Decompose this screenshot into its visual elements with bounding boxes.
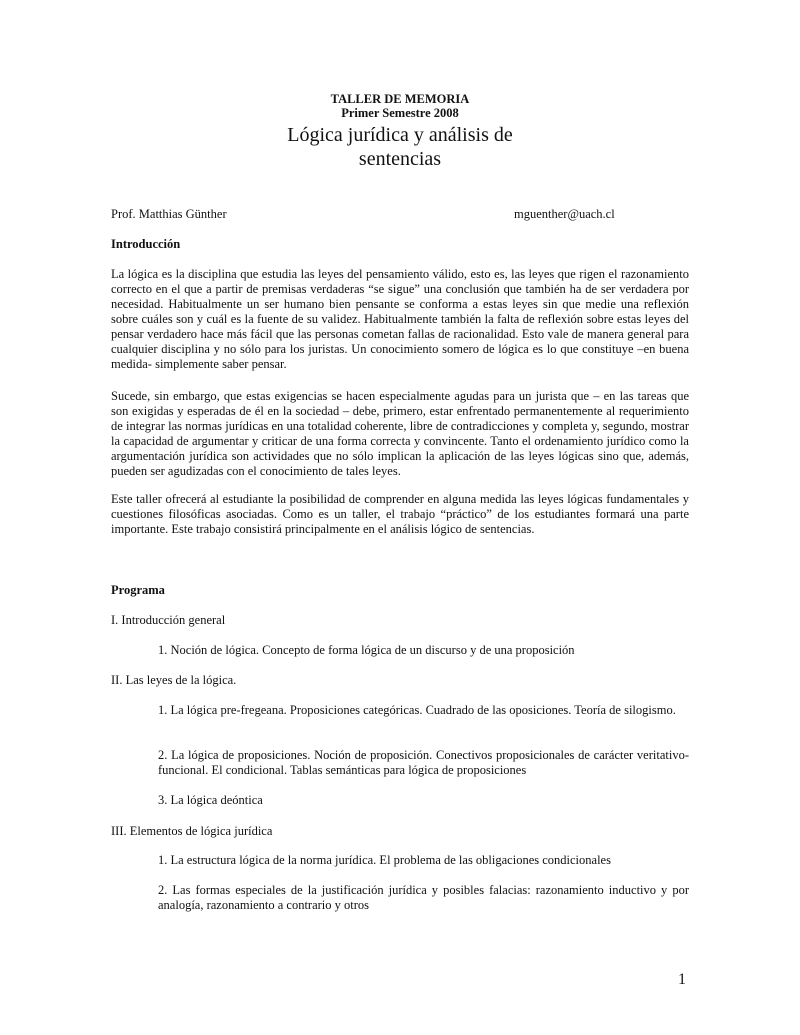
programa-section-1-title: I. Introducción general (111, 613, 226, 627)
author-name: Prof. Matthias Günther (111, 207, 227, 221)
intro-heading: Introducción (111, 237, 181, 251)
document-header (0, 92, 800, 171)
intro-paragraph-1: La lógica es la disciplina que estudia las leyes del pensamiento válido, esto es, las leyes que rigen el razonamiento correcto en el que a partir de premisas verdaderas “se sigue” una conclusión que también ha de ser verdadera por necesidad. Habitualmente un ser humano bien pensante se conforma a estas leyes sin que medie una reflexión sobre cuáles son y cuál es la fuente de su validez. Habitualmente también la falta de reflexión sobre estas leyes del pensar verdadero hace más fácil que las personas cometan fallas de racionalidad. Esto vale de manera general para cualquier disciplina y no sólo para los juristas. Un conocimiento somero de lógica es lo que constituye –en buena medida- simplemente saber pensar. (111, 267, 689, 371)
programa-section-3-item-2: 2. Las formas especiales de la justificación jurídica y posibles falacias: razonamiento inductivo y por analogía, razonamiento a contrario y otros (158, 883, 689, 912)
programa-section-2-item-3: 3. La lógica deóntica (158, 793, 263, 807)
programa-section-3-item-1: 1. La estructura lógica de la norma jurídica. El problema de las obligaciones condicionales (158, 853, 611, 867)
programa-section-2-item-2: 2. La lógica de proposiciones. Noción de proposición. Conectivos proposicionales de carácter veritativo-funcional. El condicional. Tablas semánticas para lógica de proposiciones (158, 748, 689, 777)
page-number: 1 (678, 971, 686, 988)
author-row (111, 207, 623, 222)
author-email: mguenther@uach.cl (514, 207, 615, 221)
programa-section-2-item-1: 1. La lógica pre-fregeana. Proposiciones categóricas. Cuadrado de las oposiciones. Teoría de silogismo. (158, 703, 676, 717)
programa-section-1-item-1: 1. Noción de lógica. Concepto de forma lógica de un discurso y de una proposición (158, 643, 575, 657)
programa-section-2-title: II. Las leyes de la lógica. (111, 673, 237, 687)
document-title (0, 123, 800, 171)
title-line-1: Lógica jurídica y análisis de (287, 124, 513, 146)
programa-heading: Programa (111, 583, 165, 597)
intro-paragraph-3: Este taller ofrecerá al estudiante la posibilidad de comprender en alguna medida las leyes lógicas fundamentales y cuestiones filosóficas asociadas. Como es un taller, el trabajo “práctico” de los estudiantes formará una parte importante. Este trabajo consistirá principalmente en el análisis lógico de sentencias. (111, 492, 689, 536)
intro-paragraph-2: Sucede, sin embargo, que estas exigencias se hacen especialmente agudas para un jurista que – en las tareas que son exigidas y esperadas de él en la sociedad – debe, primero, estar enfrentado permanentemente al requerimiento de integrar las normas jurídicas en una totalidad coherente, libre de contradicciones y completa y, segundo, mostrar la capacidad de argumentar y criticar de una forma correcta y convincente. Tanto el ordenamiento jurídico como la argumentación jurídica son actividades que no sólo implican la aplicación de las leyes lógicas sino que, además, pueden ser agudizadas con el conocimiento de tales leyes. (111, 389, 689, 478)
programa-section-3-title: III. Elementos de lógica jurídica (111, 824, 273, 838)
semester-label: Primer Semestre 2008 (341, 106, 459, 120)
course-name: TALLER DE MEMORIA (330, 92, 470, 106)
title-line-2: sentencias (358, 148, 442, 170)
